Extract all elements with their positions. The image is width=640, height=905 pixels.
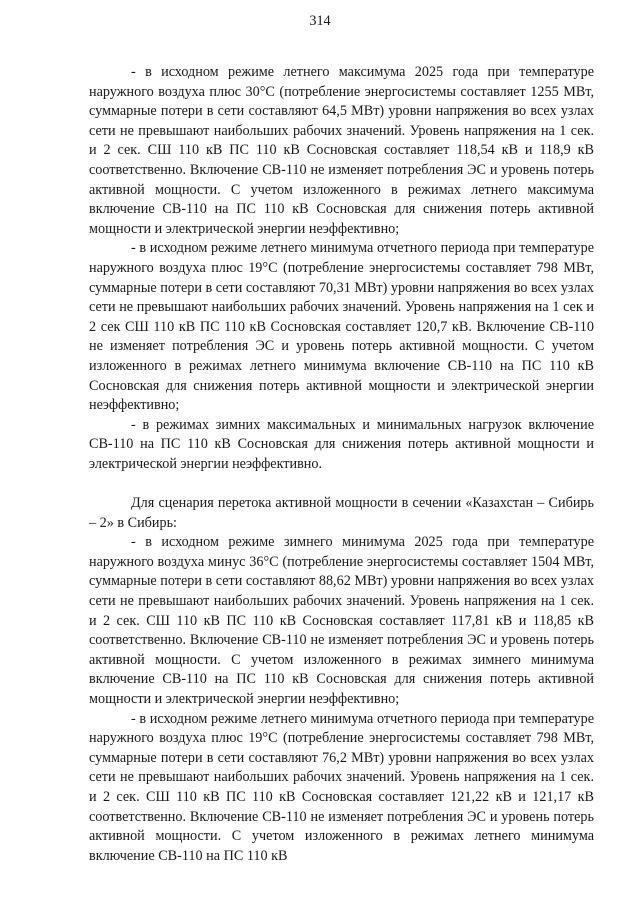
paragraph-scenario-intro: Для сценария перетока активной мощности в сечении «Казахстан – Сибирь – 2» в Сибирь: bbox=[89, 495, 594, 531]
paragraph-summer-min-report: - в исходном режиме летнего минимума отчетного периода при температуре наружного воздуха плюс 19°С (потребление энергосистемы составляет 798 МВт, суммарные потери в сети составляют 76,2 МВт) уровни напряжения во всех узлах сети не превышают наибольших рабочих значений. Уровень напряжения на 1 сек. и 2 сек. СШ 110 кВ ПС 110 кВ Сосновская составляет 121,22 кВ и 121,17 кВ соответственно. Включение СВ-110 не изменяет потребления ЭС и уровень потерь активной мощности. С учетом изложенного в режимах летнего минимума включение СВ-110 на ПС 110 кВ bbox=[89, 710, 594, 864]
paragraph-winter-loads: - в режимах зимних максимальных и минимальных нагрузок включение СВ-110 на ПС 110 кВ Сосновская для снижения потерь активной мощности и электрической энергии неэффективно. bbox=[89, 416, 594, 472]
paragraph-summer-max: - в исходном режиме летнего максимума 2025 года при температуре наружного воздуха плюс 30°С (потребление энергосистемы составляет 1255 МВт, суммарные потери в сети составляют 64,5 МВт) уровни напряжения во всех узлах сети не превышают наибольших рабочих значений. Уровень напряжения на 1 сек. и 2 сек. СШ 110 кВ ПС 110 кВ Сосновская составляет 118,54 кВ и 118,9 кВ соответственно. Включение СВ-110 не изменяет потребления ЭС и уровень потерь активной мощности. С учетом изложенного в режимах летнего максимума включение СВ-110 на ПС 110 кВ Сосновская для снижения потерь активной мощности и электрической энергии неэффективно; bbox=[89, 64, 594, 237]
paragraph-spacer bbox=[89, 474, 594, 494]
page-number: 314 bbox=[309, 13, 331, 29]
paragraph-winter-min-2025: - в исходном режиме зимнего минимума 2025 года при температуре наружного воздуха минус 36°С (потребление энергосистемы составляет 1504 МВт, суммарные потери в сети составляют 88,62 МВт) уровни напряжения во всех узлах сети не превышают наибольших рабочих значений. Уровень напряжения на 1 сек. и 2 сек. СШ 110 кВ ПС 110 кВ Сосновская составляет 117,81 кВ и 118,85 кВ соответственно. Включение СВ-110 не изменяет потребления ЭС и уровень потерь активной мощности. С учетом изложенного в режимах зимнего минимума включение СВ-110 на ПС 110 кВ Сосновская для снижения потерь активной мощности и электрической энергии неэффективно; bbox=[89, 534, 594, 707]
document-body bbox=[89, 63, 594, 866]
paragraph-summer-min: - в исходном режиме летнего минимума отчетного периода при температуре наружного воздуха плюс 19°С (потребление энергосистемы составляет 798 МВт, суммарные потери в сети составляют 70,31 МВт) уровни напряжения во всех узлах сети не превышают наибольших рабочих значений. Уровень напряжения на 1 сек и 2 сек СШ 110 кВ ПС 110 кВ Сосновская составляет 120,7 кВ. Включение СВ-110 не изменяет потребления ЭС и уровень потерь активной мощности. С учетом изложенного в режимах летнего минимума включение СВ-110 на ПС 110 кВ Сосновская для снижения потерь активной мощности и электрической энергии неэффективно; bbox=[89, 240, 594, 414]
